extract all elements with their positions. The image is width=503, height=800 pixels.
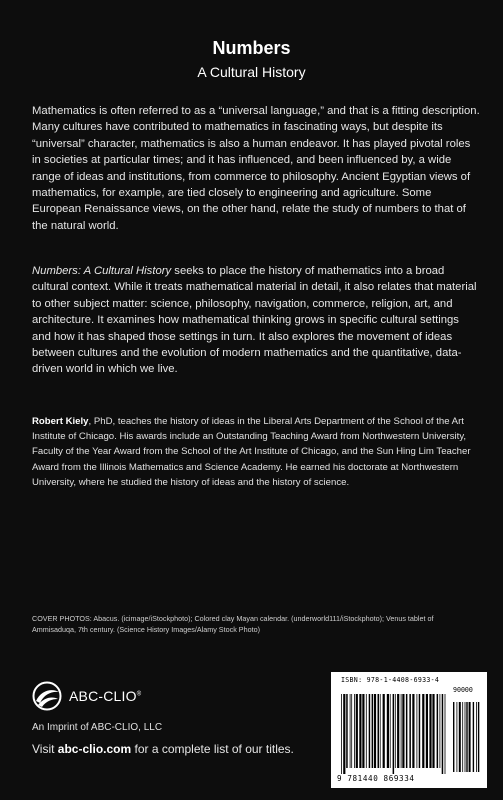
credits-text: Abacus. (icimage/iStockphoto); Colored clay Mayan calendar. (underworld111/iStockphoto); Venus tablet of Ammisaduqa, 7th century. (Science History Images/Alamy Stock Photo) xyxy=(32,614,434,634)
description-paragraph-2 xyxy=(32,263,480,378)
visit-suffix: for a complete list of our titles. xyxy=(131,742,294,756)
price-code: 90000 xyxy=(453,686,473,694)
cover-photo-credits xyxy=(32,614,477,635)
author-bio-text: , PhD, teaches the history of ideas in the Liberal Arts Department of the School of the Art Institute of Chicago. His awards include an Outstanding Teaching Award from Northwestern University, Faculty of the Year Award from the School of the Art Institute of Chicago, and the Sun Hing Lim Teacher Award from the Illinois Mathematics and Science Academy. He earned his doctorate at Northwestern University, where he studied the history of ideas and the history of science. xyxy=(32,416,471,488)
visit-line xyxy=(32,742,294,756)
registered-mark: ® xyxy=(136,691,142,698)
isbn-label: ISBN: 978-1-4408-6933-4 xyxy=(341,676,440,684)
book-title: Numbers xyxy=(212,38,291,58)
description-paragraph-2-text: seeks to place the history of mathematics into a broad cultural context. While it treats mathematical material in detail, it also relates that material to other subject matter: science, philosophy, navigation, commerce, religion, art, and architecture. It examines how mathematical thinking grows in specific cultural settings and how it has shaped those settings in turn. It also explores the movement of ideas between cultures and the evolution of modern mathematics and the quantitative, data-driven world in which we live. xyxy=(32,265,477,376)
author-bio xyxy=(32,414,480,490)
abc-clio-globe-icon xyxy=(32,681,62,711)
description-paragraph-1: Mathematics is often referred to as a “universal language,” and that is a fitting description. Many cultures have contributed to mathematics in fascinating ways, but despite its “universal” character, mathematics is also a human endeavor. It has played pivotal roles in societies at particular times; and it has influenced, and been influenced by, a wide range of ideas and institutions, from commerce to philosophy. Ancient Egyptian views of mathematics, for example, are tied closely to engineering and agriculture. Some European Renaissance views, on the other hand, relate the study of numbers to that of the natural world. xyxy=(32,105,480,232)
publisher-name: ABC-CLIO xyxy=(69,688,137,704)
author-name: Robert Kiely xyxy=(32,416,89,427)
imprint-line: An Imprint of ABC-CLIO, LLC xyxy=(32,722,163,733)
credits-label: COVER PHOTOS: xyxy=(32,614,92,623)
isbn-digits: 9 781440 869334 xyxy=(337,774,415,783)
barcode-panel xyxy=(331,672,487,788)
publisher-website-link[interactable]: abc-clio.com xyxy=(57,742,132,756)
book-title-italic: Numbers: A Cultural History xyxy=(32,265,172,277)
visit-prefix: Visit xyxy=(32,742,58,756)
publisher-logo-text xyxy=(69,688,141,704)
publisher-logo xyxy=(32,680,141,712)
barcode-icon xyxy=(337,694,483,774)
book-subtitle: A Cultural History xyxy=(197,64,306,80)
